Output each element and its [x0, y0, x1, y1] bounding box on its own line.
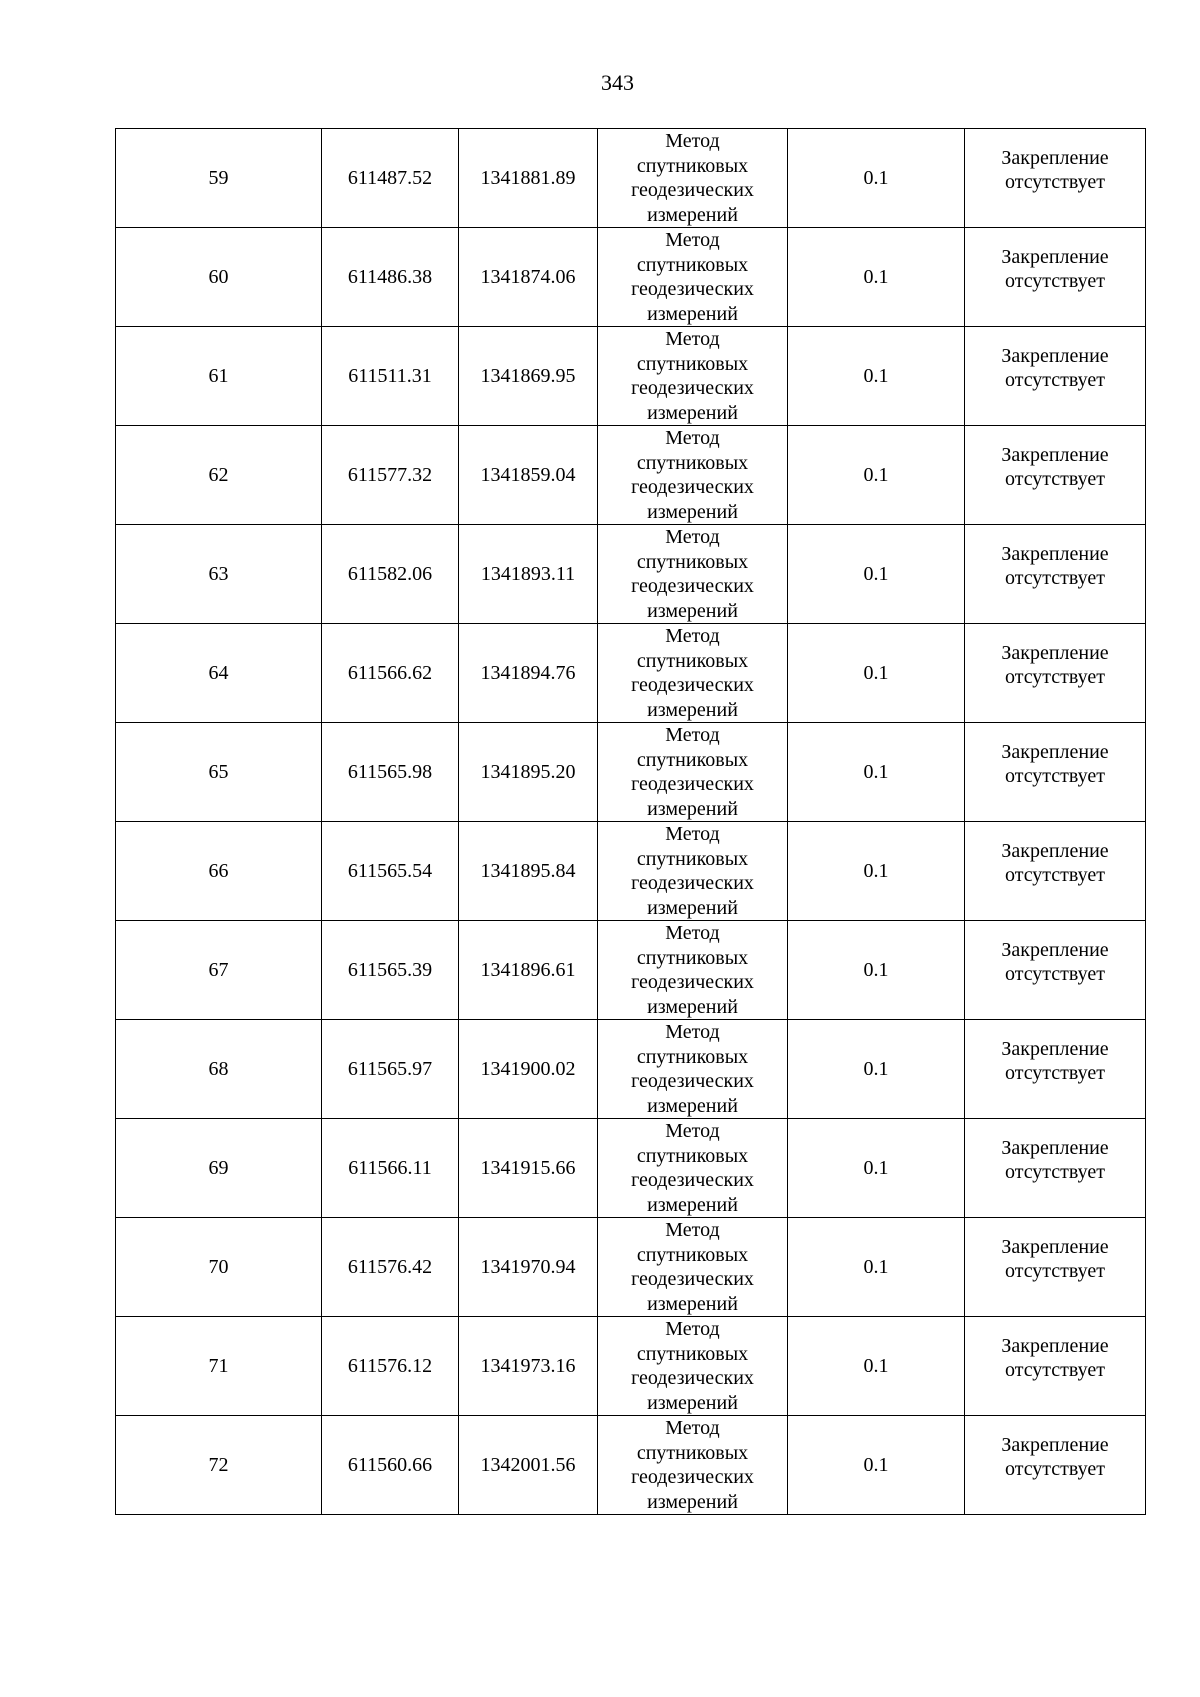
- x-coordinate-cell-text: 611486.38: [347, 265, 433, 288]
- fixing-line: отсутствует: [1004, 963, 1106, 985]
- method-cell: [598, 426, 788, 525]
- point-number-cell: [116, 1119, 322, 1218]
- accuracy-cell: [788, 1020, 965, 1119]
- fixing-text: [1001, 1334, 1108, 1382]
- fixing-line: Закрепление: [1001, 444, 1109, 466]
- fixing-text: [1001, 1136, 1108, 1184]
- fixing-line: Закрепление: [1001, 1335, 1109, 1357]
- point-number-cell-text: 65: [208, 760, 229, 783]
- x-coordinate-cell-text: 611565.39: [347, 958, 433, 981]
- x-coordinate-cell: [322, 426, 459, 525]
- y-coordinate-cell-text: 1341970.94: [480, 1255, 576, 1278]
- method-line: геодезических: [631, 377, 754, 399]
- accuracy-cell: [788, 723, 965, 822]
- method-line: Метод: [665, 1120, 720, 1142]
- point-number-cell-text: 64: [208, 661, 229, 684]
- fixing-line: Закрепление: [1001, 1236, 1109, 1258]
- accuracy-cell: [788, 426, 965, 525]
- method-text: [631, 228, 754, 326]
- point-number-cell: [116, 228, 322, 327]
- x-coordinate-cell-text: 611566.62: [347, 661, 433, 684]
- table-row: [116, 1119, 1146, 1218]
- x-coordinate-cell: [322, 723, 459, 822]
- y-coordinate-cell: [459, 129, 598, 228]
- x-coordinate-cell: [322, 1119, 459, 1218]
- method-line: измерений: [647, 1193, 738, 1216]
- x-coordinate-cell: [322, 1218, 459, 1317]
- method-line: Метод: [665, 130, 720, 152]
- point-number-cell-text: 60: [208, 265, 229, 288]
- accuracy-cell: [788, 921, 965, 1020]
- method-line: измерений: [647, 500, 738, 523]
- x-coordinate-cell: [322, 921, 459, 1020]
- x-coordinate-cell-text: 611565.97: [347, 1057, 433, 1080]
- y-coordinate-cell: [459, 624, 598, 723]
- fixing-cell: [965, 1020, 1146, 1119]
- fixing-text: [1001, 245, 1108, 293]
- point-number-cell-text: 61: [208, 364, 229, 387]
- fixing-line: отсутствует: [1004, 270, 1106, 292]
- method-line: Метод: [665, 328, 720, 350]
- x-coordinate-cell-text: 611566.11: [348, 1156, 432, 1179]
- fixing-cell: [965, 624, 1146, 723]
- method-line: спутниковых: [636, 1045, 749, 1068]
- x-coordinate-cell: [322, 1020, 459, 1119]
- method-line: геодезических: [631, 1169, 754, 1191]
- x-coordinate-cell: [322, 1317, 459, 1416]
- method-line: спутниковых: [636, 946, 749, 969]
- method-line: спутниковых: [636, 154, 749, 177]
- method-text: [631, 525, 754, 623]
- point-number-cell: [116, 1317, 322, 1416]
- coordinates-table: [115, 128, 1146, 1515]
- method-line: геодезических: [631, 1268, 754, 1290]
- method-line: геодезических: [631, 773, 754, 795]
- page-number: 343: [601, 70, 634, 95]
- y-coordinate-cell: [459, 228, 598, 327]
- y-coordinate-cell-text: 1341895.20: [480, 760, 576, 783]
- method-line: Метод: [665, 1417, 720, 1439]
- method-text: [631, 129, 754, 227]
- x-coordinate-cell: [322, 822, 459, 921]
- fixing-line: Закрепление: [1001, 642, 1109, 664]
- fixing-text: [1001, 1235, 1108, 1283]
- fixing-cell: [965, 129, 1146, 228]
- table-row: [116, 525, 1146, 624]
- method-line: Метод: [665, 1021, 720, 1043]
- method-line: измерений: [647, 1391, 738, 1414]
- method-line: геодезических: [631, 971, 754, 993]
- point-number-cell: [116, 624, 322, 723]
- method-line: геодезических: [631, 1466, 754, 1488]
- method-cell: [598, 1020, 788, 1119]
- method-cell: [598, 822, 788, 921]
- fixing-text: [1001, 938, 1108, 986]
- x-coordinate-cell: [322, 327, 459, 426]
- method-line: Метод: [665, 1318, 720, 1340]
- x-coordinate-cell: [322, 228, 459, 327]
- y-coordinate-cell: [459, 822, 598, 921]
- y-coordinate-cell: [459, 525, 598, 624]
- fixing-line: отсутствует: [1004, 1458, 1106, 1480]
- accuracy-cell-text: 0.1: [863, 1156, 889, 1179]
- point-number-cell-text: 67: [208, 958, 229, 981]
- x-coordinate-cell-text: 611511.31: [348, 364, 432, 387]
- fixing-line: Закрепление: [1001, 840, 1109, 862]
- table-row: [116, 1416, 1146, 1515]
- method-line: геодезических: [631, 179, 754, 201]
- fixing-line: отсутствует: [1004, 1161, 1106, 1183]
- table-row: [116, 327, 1146, 426]
- y-coordinate-cell-text: 1341881.89: [480, 166, 576, 189]
- x-coordinate-cell-text: 611487.52: [347, 166, 433, 189]
- fixing-line: Закрепление: [1001, 1434, 1109, 1456]
- y-coordinate-cell-text: 1341874.06: [480, 265, 576, 288]
- accuracy-cell: [788, 624, 965, 723]
- method-cell: [598, 1317, 788, 1416]
- table-row: [116, 228, 1146, 327]
- fixing-cell: [965, 723, 1146, 822]
- fixing-text: [1001, 443, 1108, 491]
- method-line: Метод: [665, 922, 720, 944]
- point-number-cell: [116, 822, 322, 921]
- accuracy-cell-text: 0.1: [863, 265, 889, 288]
- x-coordinate-cell: [322, 624, 459, 723]
- y-coordinate-cell: [459, 921, 598, 1020]
- method-line: геодезических: [631, 476, 754, 498]
- method-cell: [598, 1218, 788, 1317]
- fixing-text: [1001, 641, 1108, 689]
- method-line: спутниковых: [636, 1243, 749, 1266]
- y-coordinate-cell: [459, 426, 598, 525]
- fixing-cell: [965, 921, 1146, 1020]
- table-row: [116, 822, 1146, 921]
- fixing-line: отсутствует: [1004, 369, 1106, 391]
- method-cell: [598, 525, 788, 624]
- x-coordinate-cell-text: 611582.06: [347, 562, 433, 585]
- point-number-cell: [116, 426, 322, 525]
- table-row: [116, 921, 1146, 1020]
- fixing-line: отсутствует: [1004, 468, 1106, 490]
- y-coordinate-cell: [459, 1218, 598, 1317]
- accuracy-cell-text: 0.1: [863, 1255, 889, 1278]
- method-cell: [598, 228, 788, 327]
- y-coordinate-cell: [459, 723, 598, 822]
- point-number-cell-text: 59: [208, 166, 229, 189]
- fixing-text: [1001, 839, 1108, 887]
- method-line: измерений: [647, 698, 738, 721]
- fixing-text: [1001, 1433, 1108, 1481]
- fixing-line: отсутствует: [1004, 1062, 1106, 1084]
- method-text: [631, 822, 754, 920]
- method-line: спутниковых: [636, 1342, 749, 1365]
- fixing-cell: [965, 1119, 1146, 1218]
- fixing-text: [1001, 542, 1108, 590]
- method-line: измерений: [647, 797, 738, 820]
- fixing-line: Закрепление: [1001, 939, 1109, 961]
- method-line: Метод: [665, 724, 720, 746]
- accuracy-cell-text: 0.1: [863, 760, 889, 783]
- method-line: спутниковых: [636, 649, 749, 672]
- method-line: геодезических: [631, 674, 754, 696]
- point-number-cell: [116, 1218, 322, 1317]
- method-line: геодезических: [631, 872, 754, 894]
- method-line: спутниковых: [636, 253, 749, 276]
- point-number-cell: [116, 327, 322, 426]
- table-row: [116, 426, 1146, 525]
- fixing-cell: [965, 426, 1146, 525]
- accuracy-cell-text: 0.1: [863, 463, 889, 486]
- y-coordinate-cell: [459, 1317, 598, 1416]
- point-number-cell: [116, 723, 322, 822]
- fixing-line: отсутствует: [1004, 864, 1106, 886]
- accuracy-cell-text: 0.1: [863, 562, 889, 585]
- method-line: Метод: [665, 625, 720, 647]
- accuracy-cell: [788, 228, 965, 327]
- point-number-cell-text: 72: [208, 1453, 229, 1476]
- method-line: Метод: [665, 1219, 720, 1241]
- method-line: спутниковых: [636, 352, 749, 375]
- accuracy-cell-text: 0.1: [863, 1057, 889, 1080]
- table-row: [116, 624, 1146, 723]
- x-coordinate-cell-text: 611576.42: [347, 1255, 433, 1278]
- method-line: спутниковых: [636, 1144, 749, 1167]
- fixing-cell: [965, 1416, 1146, 1515]
- method-text: [631, 1317, 754, 1415]
- fixing-cell: [965, 1317, 1146, 1416]
- method-cell: [598, 624, 788, 723]
- method-line: измерений: [647, 203, 738, 226]
- point-number-cell: [116, 129, 322, 228]
- method-line: измерений: [647, 995, 738, 1018]
- y-coordinate-cell-text: 1341900.02: [480, 1057, 576, 1080]
- accuracy-cell: [788, 1119, 965, 1218]
- x-coordinate-cell-text: 611577.32: [347, 463, 433, 486]
- accuracy-cell: [788, 1218, 965, 1317]
- table-body: [116, 129, 1146, 1515]
- method-line: Метод: [665, 526, 720, 548]
- accuracy-cell-text: 0.1: [863, 958, 889, 981]
- fixing-cell: [965, 822, 1146, 921]
- y-coordinate-cell-text: 1341895.84: [480, 859, 576, 882]
- table-row: [116, 129, 1146, 228]
- y-coordinate-cell: [459, 327, 598, 426]
- method-line: измерений: [647, 896, 738, 919]
- method-line: Метод: [665, 427, 720, 449]
- accuracy-cell-text: 0.1: [863, 1354, 889, 1377]
- method-text: [631, 921, 754, 1019]
- accuracy-cell: [788, 1416, 965, 1515]
- y-coordinate-cell-text: 1342001.56: [480, 1453, 576, 1476]
- method-line: Метод: [665, 823, 720, 845]
- method-text: [631, 426, 754, 524]
- table-row: [116, 1317, 1146, 1416]
- method-line: спутниковых: [636, 847, 749, 870]
- fixing-line: Закрепление: [1001, 345, 1109, 367]
- method-line: спутниковых: [636, 1441, 749, 1464]
- point-number-cell: [116, 1020, 322, 1119]
- fixing-line: Закрепление: [1001, 741, 1109, 763]
- point-number-cell-text: 62: [208, 463, 229, 486]
- method-cell: [598, 1416, 788, 1515]
- x-coordinate-cell-text: 611576.12: [347, 1354, 433, 1377]
- method-line: измерений: [647, 1292, 738, 1315]
- fixing-line: Закрепление: [1001, 147, 1109, 169]
- method-line: геодезических: [631, 575, 754, 597]
- point-number-cell: [116, 525, 322, 624]
- fixing-line: отсутствует: [1004, 171, 1106, 193]
- method-line: измерений: [647, 1094, 738, 1117]
- point-number-cell-text: 66: [208, 859, 229, 882]
- y-coordinate-cell-text: 1341973.16: [480, 1354, 576, 1377]
- x-coordinate-cell-text: 611560.66: [347, 1453, 433, 1476]
- accuracy-cell: [788, 1317, 965, 1416]
- method-line: измерений: [647, 599, 738, 622]
- x-coordinate-cell: [322, 129, 459, 228]
- fixing-line: отсутствует: [1004, 567, 1106, 589]
- y-coordinate-cell-text: 1341896.61: [480, 958, 576, 981]
- fixing-line: Закрепление: [1001, 543, 1109, 565]
- fixing-cell: [965, 327, 1146, 426]
- point-number-cell: [116, 921, 322, 1020]
- y-coordinate-cell-text: 1341894.76: [480, 661, 576, 684]
- fixing-line: отсутствует: [1004, 666, 1106, 688]
- fixing-text: [1001, 740, 1108, 788]
- accuracy-cell: [788, 327, 965, 426]
- accuracy-cell: [788, 822, 965, 921]
- fixing-line: отсутствует: [1004, 1359, 1106, 1381]
- table-row: [116, 1218, 1146, 1317]
- method-cell: [598, 129, 788, 228]
- method-line: спутниковых: [636, 550, 749, 573]
- method-line: измерений: [647, 401, 738, 424]
- y-coordinate-cell: [459, 1416, 598, 1515]
- point-number-cell-text: 68: [208, 1057, 229, 1080]
- method-cell: [598, 327, 788, 426]
- point-number-cell-text: 71: [208, 1354, 229, 1377]
- method-line: измерений: [647, 302, 738, 325]
- table-row: [116, 723, 1146, 822]
- fixing-cell: [965, 525, 1146, 624]
- fixing-text: [1001, 1037, 1108, 1085]
- point-number-cell-text: 63: [208, 562, 229, 585]
- accuracy-cell: [788, 129, 965, 228]
- accuracy-cell-text: 0.1: [863, 661, 889, 684]
- y-coordinate-cell-text: 1341859.04: [480, 463, 576, 486]
- y-coordinate-cell-text: 1341893.11: [480, 562, 576, 585]
- x-coordinate-cell: [322, 525, 459, 624]
- accuracy-cell-text: 0.1: [863, 166, 889, 189]
- method-line: геодезических: [631, 1070, 754, 1092]
- fixing-line: отсутствует: [1004, 765, 1106, 787]
- method-line: Метод: [665, 229, 720, 251]
- fixing-line: Закрепление: [1001, 1137, 1109, 1159]
- fixing-cell: [965, 1218, 1146, 1317]
- point-number-cell-text: 69: [208, 1156, 229, 1179]
- x-coordinate-cell-text: 611565.98: [347, 760, 433, 783]
- method-text: [631, 624, 754, 722]
- point-number-cell-text: 70: [208, 1255, 229, 1278]
- method-text: [631, 1020, 754, 1118]
- method-line: геодезических: [631, 278, 754, 300]
- accuracy-cell-text: 0.1: [863, 364, 889, 387]
- fixing-line: Закрепление: [1001, 246, 1109, 268]
- method-cell: [598, 1119, 788, 1218]
- fixing-line: отсутствует: [1004, 1260, 1106, 1282]
- method-text: [631, 1218, 754, 1316]
- point-number-cell: [116, 1416, 322, 1515]
- y-coordinate-cell-text: 1341869.95: [480, 364, 576, 387]
- method-cell: [598, 723, 788, 822]
- y-coordinate-cell: [459, 1119, 598, 1218]
- method-line: измерений: [647, 1490, 738, 1513]
- accuracy-cell: [788, 525, 965, 624]
- fixing-text: [1001, 344, 1108, 392]
- method-line: спутниковых: [636, 451, 749, 474]
- y-coordinate-cell: [459, 1020, 598, 1119]
- method-text: [631, 1416, 754, 1514]
- method-text: [631, 327, 754, 425]
- method-line: геодезических: [631, 1367, 754, 1389]
- fixing-text: [1001, 146, 1108, 194]
- accuracy-cell-text: 0.1: [863, 1453, 889, 1476]
- x-coordinate-cell: [322, 1416, 459, 1515]
- method-line: спутниковых: [636, 748, 749, 771]
- x-coordinate-cell-text: 611565.54: [347, 859, 433, 882]
- method-cell: [598, 921, 788, 1020]
- method-text: [631, 1119, 754, 1217]
- table-row: [116, 1020, 1146, 1119]
- y-coordinate-cell-text: 1341915.66: [480, 1156, 576, 1179]
- method-text: [631, 723, 754, 821]
- fixing-line: Закрепление: [1001, 1038, 1109, 1060]
- accuracy-cell-text: 0.1: [863, 859, 889, 882]
- fixing-cell: [965, 228, 1146, 327]
